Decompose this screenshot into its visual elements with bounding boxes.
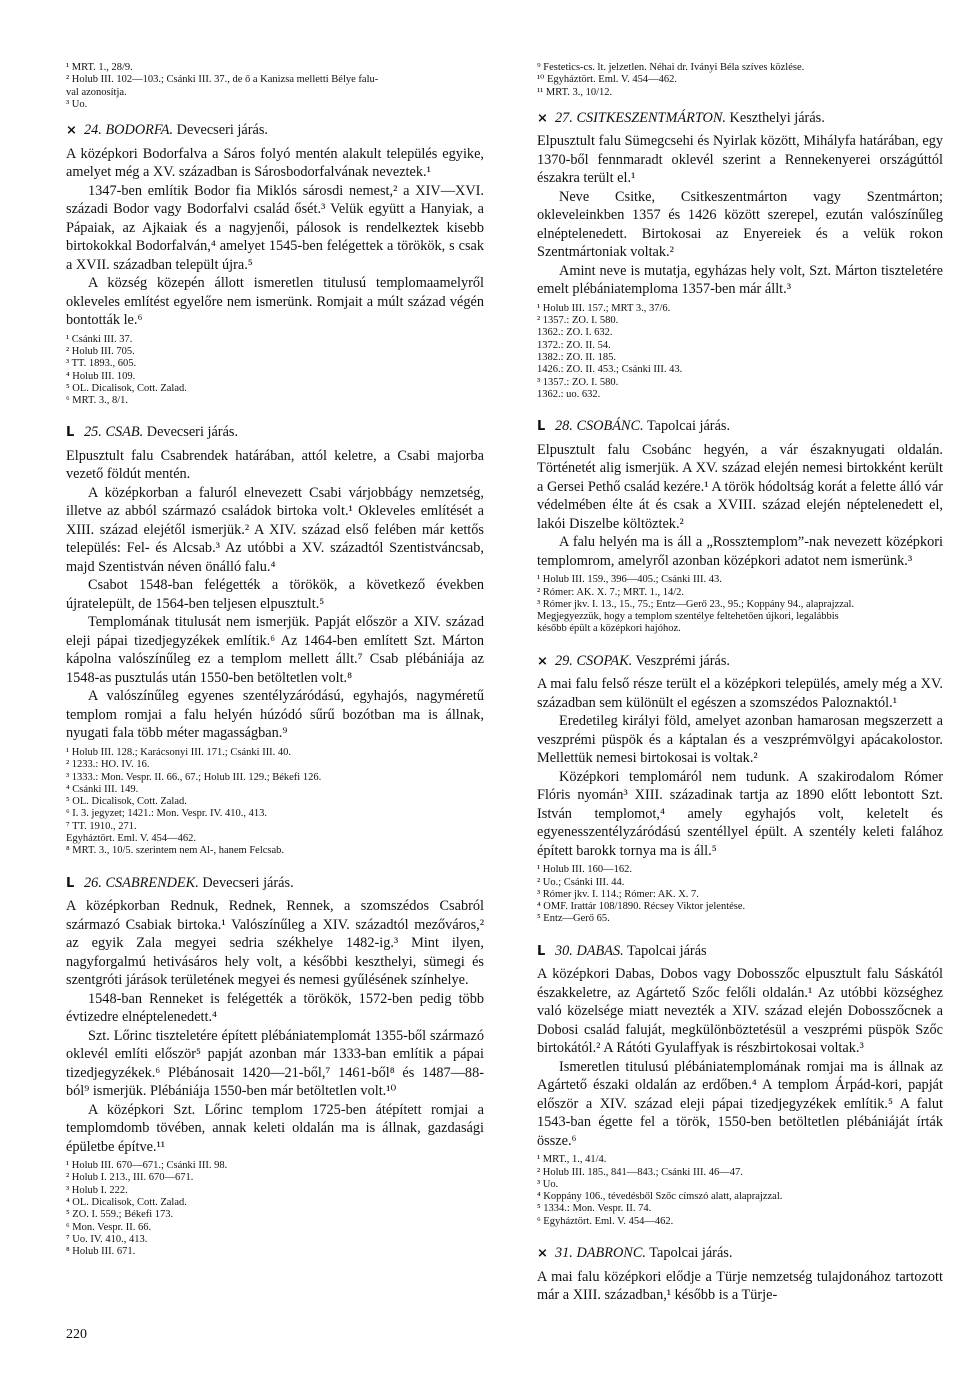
entry-paragraph: A falu helyén ma is áll a „Rossztemplom”-nak nevezett középkori templomrom, amelyről azonban középkori adatot nem ismerünk.³ bbox=[537, 534, 943, 569]
lost-site-marker-icon: ⨯ bbox=[537, 653, 548, 669]
entry bbox=[537, 652, 943, 926]
entry bbox=[537, 417, 943, 635]
entry-number: 24. bbox=[84, 122, 102, 139]
entry-name: DABAS. bbox=[576, 942, 624, 959]
footnote: ⁵ OL. Dicalisok, Cott. Zalad. bbox=[66, 796, 187, 808]
entry-name: CSOPAK. bbox=[576, 652, 633, 669]
entry-district: Devecseri járás. bbox=[146, 424, 239, 441]
entry-name: DABRONC. bbox=[576, 1245, 646, 1262]
entry-paragraph: 1548-ban Renneket is felégették a törökök, 1572-ben pedig több évtizedre elnéptelenedett.⁴ bbox=[66, 990, 484, 1026]
entry-footnotes bbox=[66, 747, 484, 858]
footnote: ³ Rómer jkv. I. 13., 15., 75.; Entz—Gerő 23., 95.; Koppány 94., alaprajzzal. bbox=[537, 598, 855, 610]
footnote: ³ Uo. bbox=[537, 1178, 559, 1190]
footnote: ⁶ MRT. 3., 8/1. bbox=[66, 395, 129, 407]
ruin-marker-icon: L bbox=[537, 419, 546, 435]
footnote: ⁵ Entz—Gerő 65. bbox=[537, 913, 610, 925]
entry-footnotes bbox=[537, 303, 943, 401]
entry bbox=[537, 109, 943, 401]
lost-site-marker-icon: ⨯ bbox=[537, 110, 548, 126]
footnote: ¹ MRT., 1., 41/4. bbox=[537, 1154, 607, 1166]
entry-footnotes bbox=[537, 1154, 943, 1228]
footnote: ¹ Holub III. 670—671.; Csánki III. 98. bbox=[66, 1160, 228, 1172]
entry-footnotes bbox=[537, 864, 943, 925]
footnote: ¹¹ MRT. 3., 10/12. bbox=[537, 86, 613, 98]
footnote: ⁴ Holub III. 109. bbox=[66, 370, 136, 382]
entry-number: 31. bbox=[555, 1245, 573, 1262]
footnote: ¹ Csánki III. 37. bbox=[66, 333, 133, 345]
footnote: 1382.: ZO. II. 185. bbox=[537, 352, 617, 364]
entry-paragraph: Elpusztult falu Csabrendek határában, attól keletre, a Csabi majorba vezető földút mentén. bbox=[66, 447, 484, 483]
footnote: ⁸ Holub III. 671. bbox=[66, 1246, 136, 1258]
footnote: ⁷ Uo. IV. 410., 413. bbox=[66, 1233, 148, 1245]
footnote: ¹ Holub III. 157.; MRT 3., 37/6. bbox=[537, 302, 671, 314]
footnote: ¹ Holub III. 159., 396—405.; Csánki III. 43. bbox=[537, 574, 722, 586]
entry-paragraph: Szt. Lőrinc tiszteletére épített plébániatemplomát 1355-ből származó oklevél említi először⁵ papját azonban már 1333-ban említik a pápai tizedjegyzékek.⁶ Plébánosait 1420—21-ből,⁷ 1461-ből⁸ és 1487—88-ból⁹ ismerjük. Plébániája 1550-ben már betöltetlen volt.¹⁰ bbox=[66, 1027, 484, 1100]
entry-paragraph: A középkori Dabas, Dobos vagy Dobosszőc elpusztult falu Sáskától északkeletre, az Agártető Szőc felőli oldalán.¹ Az utóbbi községhez való közelsége miatt nevezték a XIV. század elején Dobosszőcnek a Dobosi család faluját, megkülönböztetésül a veszprémi püspök Szőc birtokától.² A Rátóti Gyulaffyak is részbirtokosai voltak.³ bbox=[537, 966, 943, 1057]
entry-paragraph: Templomának titulusát nem ismerjük. Papját először a XIV. század eleji pápai tizedjegyzékek említik.⁶ Az 1464-ben említett Szt. Márton kápolna valószínűleg ez a templom mellett állt.⁷ Csab plébániája az 1548-as pusztulás után 1550-ben betöltetlen volt.⁸ bbox=[66, 614, 484, 686]
entry-district: Devecseri járás. bbox=[176, 122, 268, 139]
footnote: ⁸ MRT. 3., 10/5. szerintem nem Al-, hanem Felcsab. bbox=[66, 845, 285, 857]
footnote: ³ 1357.: ZO. I. 580. bbox=[537, 376, 619, 388]
entry-number: 28. bbox=[555, 418, 573, 435]
entry-paragraph: A középkorban a faluról elnevezett Csabi várjobbágy nemzetség, illetve az abból származó családok birtoka volt.¹ Okleveles említését a XIII. század elejétől ismerjük.² A XIV. század első felében már kettős település: Fel- és Alcsab.³ Az utóbbi a XV. századtól Szentistváncsab, majd Szentistván néven önálló falu.⁴ bbox=[66, 484, 484, 575]
right-column bbox=[537, 62, 943, 1305]
footnote: 1362.: uo. 632. bbox=[537, 388, 601, 400]
footnote: ¹ Holub III. 128.; Karácsonyi III. 171.; Csánki III. 40. bbox=[66, 746, 292, 758]
footnote: ³ Uo. bbox=[66, 98, 88, 110]
entry-paragraph: Neve Csitke, Csitkeszentmárton vagy Szentmárton; okleveleinkben 1357 és 1426 között szerepel, ezután valószínűleg elnéptelenedett. Birtokosai az Enyereiek és a velük rokon Szentmártoniak voltak.² bbox=[537, 188, 943, 261]
entry bbox=[66, 121, 484, 407]
entry-number: 29. bbox=[555, 652, 573, 669]
footnote: ³ 1333.: Mon. Vespr. II. 66., 67.; Holub III. 129.; Békefi 126. bbox=[66, 771, 322, 783]
footnote: ² Holub III. 705. bbox=[66, 345, 135, 357]
entry-paragraph: A valószínűleg egyenes szentélyzáródású, egyhajós, nagyméretű templom romjai a falu helyén húzódó sűrű bozótban ma is állnak, nyugati fala több méter magasságban.⁹ bbox=[66, 688, 484, 742]
entry-heading bbox=[537, 417, 943, 437]
footnote: 1426.: ZO. II. 453.; Csánki III. 43. bbox=[537, 364, 683, 376]
left-column bbox=[66, 62, 484, 1275]
footnote: ¹ MRT. 1., 28/9. bbox=[66, 62, 133, 73]
entry-paragraph: Csabot 1548-ban felégették a törökök, a következő években újratelepült, de 1564-ben teljesen elpusztult.⁵ bbox=[66, 577, 484, 612]
entry-footnotes bbox=[66, 1160, 484, 1258]
entry-paragraph: Középkori templomáról nem tudunk. A szakirodalom Rómer Flóris nyomán³ XIII. századinak tartja az 1890 előtt lebontott Szt. István templomot,⁴ amely egyhajós volt, keletelt és egyenesszentélyzáródású szentéllyel épült. A szentély keleti falához épített barokk tornya ma is áll.⁵ bbox=[537, 768, 943, 859]
footnote: ⁶ Egyháztört. Eml. V. 454—462. bbox=[537, 1215, 674, 1227]
entry-paragraph: Elpusztult falu Sümegcsehi és Nyirlak között, Mihályfa határában, egy 1370-ből fennmaradt oklevél szerint a Rennekenyerei országúttól északra terült el.¹ bbox=[537, 133, 943, 187]
footnote: ³ Holub I. 222. bbox=[66, 1184, 128, 1196]
footnote: ² Rómer: AK. X. 7.; MRT. 1., 14/2. bbox=[537, 586, 684, 598]
entry-heading bbox=[537, 942, 943, 962]
entry-heading bbox=[537, 1244, 943, 1264]
footnote: ⁵ ZO. I. 559.; Békefi 173. bbox=[66, 1209, 174, 1221]
footnote: ⁶ Mon. Vespr. II. 66. bbox=[66, 1221, 152, 1233]
entry-number: 30. bbox=[555, 942, 573, 959]
entry-paragraph: A mai falu felső része terült el a középkori település, amely még a XV. században sem különült el egészen a szomszédos Paloznaktól.¹ bbox=[537, 676, 943, 711]
entry bbox=[66, 874, 484, 1259]
entry bbox=[537, 1244, 943, 1305]
footnote: ⁶ I. 3. jegyzet; 1421.: Mon. Vespr. IV. 410., 413. bbox=[66, 808, 268, 820]
entry-paragraph: A középkori Bodorfalva a Sáros folyó mentén alakult település egyike, amelyet még a XV. században is Sárosbodorfalvának neveztek.¹ bbox=[66, 145, 484, 181]
lost-site-marker-icon: ⨯ bbox=[537, 1246, 548, 1262]
footnote: ² Holub III. 102—103.; Csánki III. 37., de ő a Kanizsa melletti Bélye falu- bbox=[66, 74, 379, 86]
entry-name: CSAB. bbox=[105, 424, 144, 441]
entry-district: Tapolcai járás. bbox=[646, 418, 731, 435]
ruin-marker-icon: L bbox=[66, 425, 75, 441]
page-number: 220 bbox=[66, 1327, 87, 1342]
footnote: Megjegyezzük, hogy a templom szentélye feltehetően újkori, legalábbis bbox=[537, 611, 839, 623]
footnote: 1372.: ZO. II. 54. bbox=[537, 339, 611, 351]
footnote: ³ Rómer jkv. I. 114.; Rómer: AK. X. 7. bbox=[537, 888, 699, 900]
footnote: ⁴ OL. Dicalisok, Cott. Zalad. bbox=[66, 1197, 187, 1209]
entry-heading bbox=[66, 423, 484, 443]
entry-name: BODORFA. bbox=[105, 122, 174, 139]
footnote: ⁹ Festetics-cs. lt. jelzetlen. Néhai dr. Iványi Béla szíves közlése. bbox=[537, 62, 805, 73]
top-footnotes bbox=[66, 62, 484, 111]
footnote: ¹ Holub III. 160—162. bbox=[537, 864, 633, 876]
footnote: ¹⁰ Egyháztört. Eml. V. 454—462. bbox=[537, 74, 677, 86]
footnote: ² 1357.: ZO. I. 580. bbox=[537, 315, 619, 327]
footnote: val azonosítja. bbox=[66, 86, 127, 98]
entry-heading bbox=[537, 109, 943, 129]
footnote: ² Holub I. 213., III. 670—671. bbox=[66, 1172, 194, 1184]
entry-district: Devecseri járás. bbox=[202, 874, 294, 891]
entry-district: Tapolcai járás. bbox=[649, 1245, 733, 1262]
footnote: 1362.: ZO. I. 632. bbox=[537, 327, 613, 339]
entry-number: 25. bbox=[84, 424, 102, 441]
ruin-marker-icon: L bbox=[66, 875, 75, 891]
entry-name: CSOBÁNC. bbox=[576, 418, 644, 435]
footnote: ⁵ 1334.: Mon. Vespr. II. 74. bbox=[537, 1203, 652, 1215]
footnote: ² 1233.: HO. IV. 16. bbox=[66, 759, 150, 771]
entry-heading bbox=[537, 652, 943, 672]
ruin-marker-icon: L bbox=[537, 943, 546, 959]
footnote: ² Uo.; Csánki III. 44. bbox=[537, 876, 625, 888]
footnote: ⁴ OMF. Irattár 108/1890. Récsey Viktor jelentése. bbox=[537, 901, 746, 913]
entry-paragraph: A középkori Szt. Lőrinc templom 1725-ben átépített romjai a templomdomb tövében, annak keleti oldalán ma is állnak, gazdasági épületbe építve.¹¹ bbox=[66, 1101, 484, 1155]
entry-footnotes bbox=[537, 574, 943, 635]
footnote: ⁵ OL. Dicalisok, Cott. Zalad. bbox=[66, 382, 187, 394]
footnote: ⁴ Csánki III. 149. bbox=[66, 783, 139, 795]
entry-paragraph: Ismeretlen titulusú plébániatemplomának romjai ma is állnak az Agártető északi oldalán az erdőben.⁴ A templom Árpád-kori, papját először a XIV. század eleji pápai tizedjegyzékek említik.⁵ A falut 1543-ban égette fel a török, 1550-ben betöltetlen plébániáját írták össze.⁶ bbox=[537, 1058, 943, 1149]
entry-paragraph: Amint neve is mutatja, egyházas hely volt, Szt. Márton tiszteletére emelt plébániatemploma 1357-ben már állt.³ bbox=[537, 262, 943, 298]
footnote: ² Holub III. 185., 841—843.; Csánki III. 46—47. bbox=[537, 1166, 743, 1178]
entry-district: Veszprémi járás. bbox=[635, 652, 731, 669]
top-footnotes bbox=[537, 62, 943, 99]
entry-heading bbox=[66, 874, 484, 894]
entry bbox=[66, 423, 484, 857]
footnote: ⁴ Koppány 106., tévedésből Szőc címszó alatt, alaprajzzal. bbox=[537, 1191, 783, 1203]
footnote: Egyháztört. Eml. V. 454—462. bbox=[66, 833, 196, 845]
entry-district: Tapolcai járás bbox=[627, 942, 707, 959]
entry-footnotes bbox=[66, 334, 484, 408]
footnote: később épült a középkori hajóhoz. bbox=[537, 623, 681, 635]
entry bbox=[537, 942, 943, 1228]
entry-paragraph: A mai falu középkori elődje a Türje nemzetség tulajdonához tartozott már a XIII. században,¹ később is a Türje- bbox=[537, 1268, 943, 1304]
entry-heading bbox=[66, 121, 484, 141]
entry-paragraph: Elpusztult falu Csobánc hegyén, a vár északnyugati oldalán. Történetét alig ismerjük. A XV. század elején nemesi birtokként került a Gersei Pethő család kezére.¹ A török hódoltság korát a felette álló vár védelmében élte át és csak a XVIII. század elején néptelenedett el, lakói Diszelbe költöztek.² bbox=[537, 441, 943, 532]
entry-paragraph: A község közepén állott ismeretlen titulusú templomaamelyről okleveles említést egyelőre nem ismerünk. Romjait a múlt század végén bontották le.⁶ bbox=[66, 275, 484, 329]
entry-district: Keszthelyi járás. bbox=[729, 109, 825, 126]
entry-number: 27. bbox=[555, 109, 573, 126]
entry-number: 26. bbox=[84, 874, 102, 891]
footnote: ³ TT. 1893., 605. bbox=[66, 358, 137, 370]
entry-paragraph: A középkorban Rednuk, Rednek, Rennek, a szomszédos Csabról származó Csabiak birtoka.¹ Valószínűleg a XIV. századtól mezőváros,² az egyik Zala megyei sedria székhelye 1482-ig.³ Mint ilyen, nagyforgalmú hetivásáros hely volt, a későbbi keszthelyi, sümegi és szentgróti járások területének megyei és nemesi gyűlésének színhelye. bbox=[66, 898, 484, 989]
entry-paragraph: 1347-ben említik Bodor fia Miklós sárosdi nemest,² a XIV—XVI. századi Bodor vagy Bodorfalvi család ősét.³ Velük együtt a Hanyiak, a Pápaiak, az Ajkaiak és a nagyjenői, pálosok is rendelkeztek kisebb birtokokkal Bodorfalván,⁴ amelyet 1545-ben felégettek a törökök, s csak a XVII. században települt újra.⁵ bbox=[66, 182, 484, 273]
lost-site-marker-icon: ⨯ bbox=[66, 123, 77, 139]
entry-name: CSITKESZENTMÁRTON. bbox=[576, 109, 726, 126]
footnote: ⁷ TT. 1910., 271. bbox=[66, 820, 137, 832]
entry-name: CSABRENDEK. bbox=[105, 874, 199, 891]
entry-paragraph: Eredetileg királyi föld, amelyet azonban hamarosan megszerzett a veszprémi püspök és a káptalan és a veszprémvölgyi apácakolostor. Mellettük nemesi birtokosai is voltak.² bbox=[537, 713, 943, 767]
